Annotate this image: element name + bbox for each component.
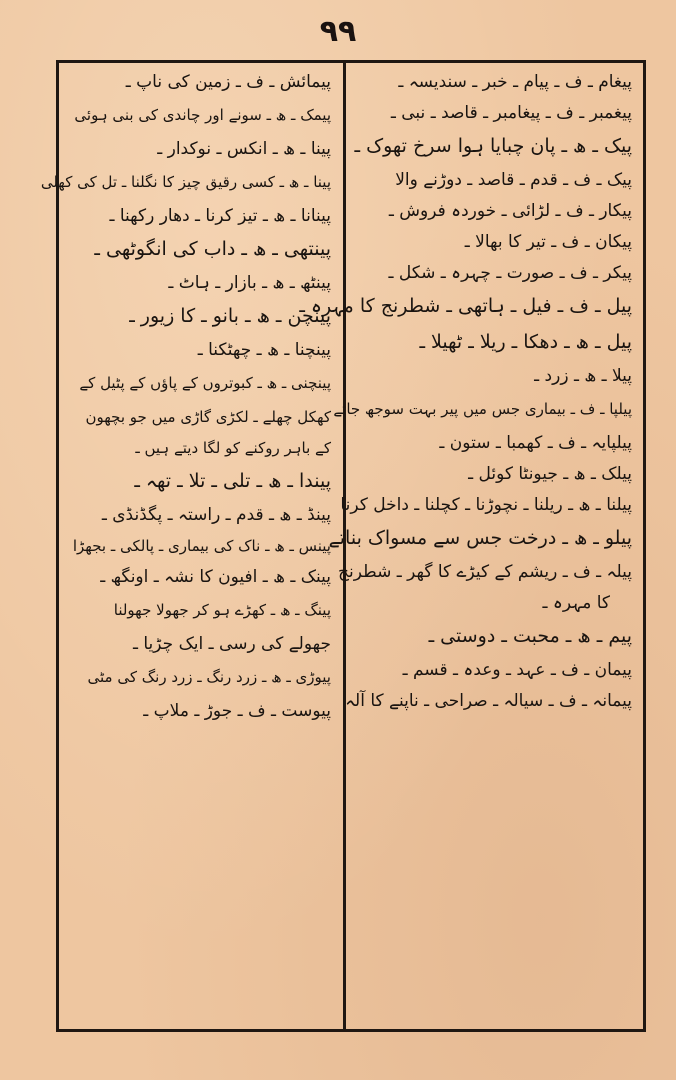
dictionary-entry: پیلو ـ ھ ـ درخت جس سے مسواک بناتے — [328, 527, 632, 549]
dictionary-entry: پینس ـ ھ ـ ناک کی بیماری ـ پالکی ـ بجھڑا — [72, 537, 331, 555]
dictionary-entry: پینگ ـ ھ ـ کھڑے ہو کر جھولا جھولنا — [113, 601, 331, 619]
dictionary-entry-continuation: جھولے کی رسی ـ ایک چڑیا ـ — [132, 634, 331, 654]
dictionary-entry: پیوست ـ ف ـ جوڑ ـ ملاپ ـ — [143, 701, 331, 721]
dictionary-entry: پیل ـ ھ ـ دھکا ـ ریلا ـ ٹھیلا ـ — [419, 331, 632, 353]
dictionary-entry: پینا ـ ھ ـ کسی رقیق چیز کا نگلنا ـ تل کی کھلی — [40, 173, 331, 191]
dictionary-entry: پینڈ ـ ھ ـ قدم ـ راستہ ـ پگڈنڈی ـ — [101, 505, 331, 525]
dictionary-entry: پینانا ـ ھ ـ تیز کرنا ـ دھار رکھنا ـ — [109, 206, 331, 226]
dictionary-entry: پیوڑی ـ ھ ـ زرد رنگ ـ زرد رنگ کی مٹی — [87, 668, 331, 686]
dictionary-entry: پیک ـ ف ـ قدم ـ قاصد ـ دوڑنے والا — [395, 170, 632, 190]
dictionary-entry: پینا ـ ھ ـ انکس ـ نوکدار ـ — [157, 139, 331, 159]
dictionary-entry: پینک ـ ھ ـ افیون کا نشہ ـ اونگھ ـ — [100, 567, 331, 587]
dictionary-entry: پیلک ـ ھ ـ جیونٹا کوئل ـ — [468, 464, 632, 484]
dictionary-entry: پیندا ـ ھ ـ تلی ـ تلا ـ تھہ ـ — [134, 470, 331, 492]
dictionary-entry: پینچنا ـ ھ ـ چھٹکنا ـ — [197, 340, 331, 360]
dictionary-entry: پینچن ـ ھ ـ بانو ـ کا زیور ـ — [129, 305, 331, 327]
dictionary-entry: پیلپا ـ ف ـ بیماری جس میں پیر بہت سوجھ جاتے — [333, 400, 632, 418]
dictionary-entry: پیغمبر ـ ف ـ پیغامبر ـ قاصد ـ نبی ـ — [390, 103, 632, 123]
dictionary-entry-continuation: کے باہر روکنے کو لگا دیتے ہیں ـ — [135, 439, 331, 457]
dictionary-entry: پیم ـ ھ ـ محبت ـ دوستی ـ — [428, 625, 632, 647]
right-column — [299, 68, 642, 1026]
dictionary-entry: پیمانہ ـ ف ـ سیالہ ـ صراحی ـ ناپنے کا آلہ — [345, 691, 632, 711]
dictionary-entry: پیلہ ـ ف ـ ریشم کے کیڑے کا گھر ـ شطرنج — [338, 562, 632, 582]
dictionary-entry: پیغام ـ ف ـ پیام ـ خبر ـ سندیسہ ـ — [398, 72, 632, 92]
dictionary-entry: پیک ـ ھ ـ پان چبایا ہوا سرخ تھوک ـ — [354, 135, 632, 157]
dictionary-entry: پیل ـ ف ـ فیل ـ ہاتھی ـ شطرنج کا مہرہ ـ — [299, 295, 632, 317]
dictionary-entry: پیلپایہ ـ ف ـ کھمبا ـ ستون ـ — [439, 433, 632, 453]
dictionary-entry: پیکان ـ ف ـ تیر کا بھالا ـ — [464, 232, 632, 252]
dictionary-entry: پینچنی ـ ھ ـ کبوتروں کے پاؤں کے پٹیل کے — [79, 374, 331, 392]
dictionary-entry: پیکر ـ ف ـ صورت ـ چہرہ ـ شکل ـ — [388, 263, 632, 283]
dictionary-entry: پیمان ـ ف ـ عہد ـ وعدہ ـ قسم ـ — [402, 660, 632, 680]
dictionary-entry-continuation: کھکل چھلے ـ لکڑی گاڑی میں جو بچھون — [85, 408, 331, 426]
dictionary-entry: پینٹھ ـ ھ ـ بازار ـ ہاٹ ـ — [168, 273, 331, 293]
dictionary-entry: پیکار ـ ف ـ لڑائی ـ خوردہ فروش ـ — [388, 201, 632, 221]
dictionary-entry: پینتھی ـ ھ ـ داب کی انگوٹھی ـ — [94, 238, 331, 260]
dictionary-entry: پیمائش ـ ف ـ زمین کی ناپ ـ — [125, 72, 331, 92]
left-column — [40, 68, 341, 1026]
dictionary-entry: پیلا ـ ھ ـ زرد ـ — [534, 366, 632, 386]
dictionary-entry: پیمک ـ ھ ـ سونے اور چاندی کی بنی ہوئی — [74, 106, 331, 124]
dictionary-entry-continuation: کا مہرہ ـ — [542, 593, 610, 613]
dictionary-entry: پیلنا ـ ھ ـ ریلنا ـ نچوڑنا ـ کچلنا ـ داخل کرنا — [340, 495, 632, 515]
page-number: ۹۹ — [319, 14, 357, 49]
